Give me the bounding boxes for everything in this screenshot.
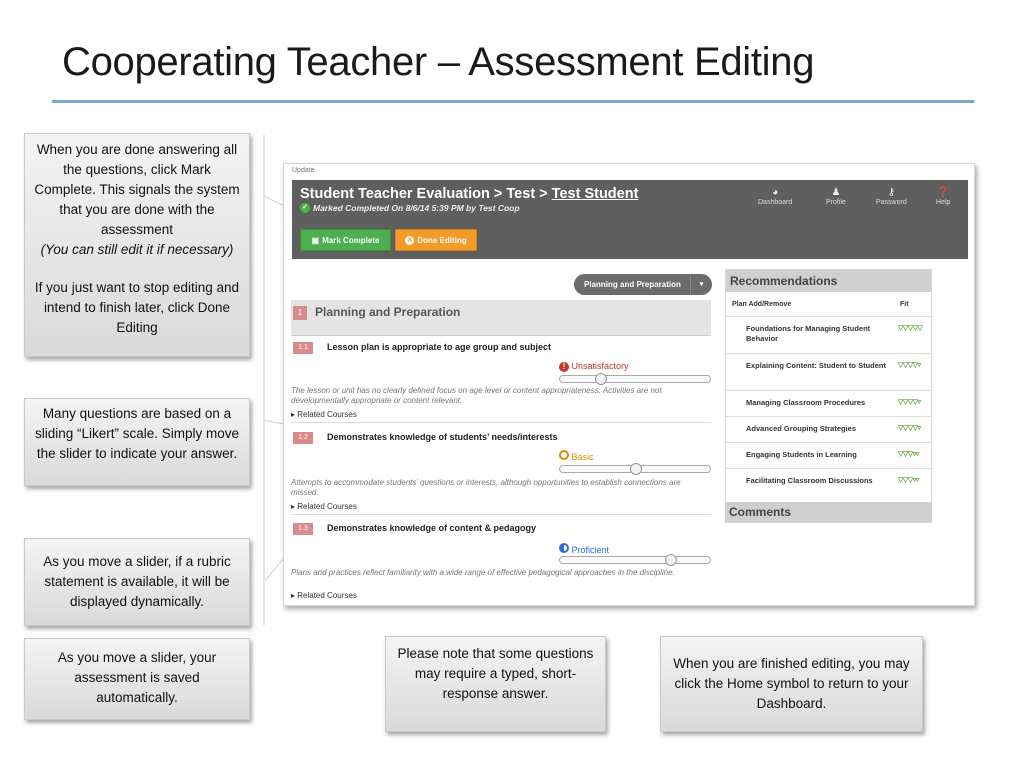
marked-complete-status <box>300 203 520 213</box>
fit-rating: ▽▽▽▽▽ <box>898 325 923 332</box>
triangle-right-icon: ▸ <box>291 502 296 511</box>
rubric-statement: Attempts to accommodate students’ questions or interests, although opportunities to establish connections are missed. <box>291 478 681 497</box>
fit-rating: ▽▽▽▿▿ <box>898 451 919 458</box>
recommendation-row[interactable] <box>726 417 931 443</box>
nav-profile[interactable] <box>826 186 846 206</box>
likert-slider[interactable] <box>559 375 711 383</box>
callout-home: When you are finished editing, you may click the Home symbol to return to your Dashboard. <box>660 636 923 732</box>
likert-slider[interactable] <box>559 556 711 564</box>
callout-autosave: As you move a slider, your assessment is saved automatically. <box>24 638 250 720</box>
recommendation-row[interactable] <box>726 443 931 469</box>
recommendation-row[interactable] <box>726 469 931 500</box>
nav-dashboard-label: Dashboard <box>758 199 793 206</box>
nav-password-label: Password <box>876 199 907 206</box>
update-label: Update <box>292 167 315 174</box>
app-screenshot <box>283 163 975 606</box>
evaluation-title <box>300 186 638 202</box>
callout-mark-complete-text: When you are done answering all the questions, click Mark Complete. This signals the system that you are done with the assessment <box>34 142 240 237</box>
question-text: Demonstrates knowledge of content & pedagogy <box>327 523 537 533</box>
rating-label <box>559 543 609 555</box>
triangle-right-icon: ▸ <box>291 591 296 600</box>
recommendation-row[interactable] <box>726 354 931 391</box>
comments-header[interactable]: Comments <box>725 502 932 522</box>
question-number: 1.2 <box>293 432 313 444</box>
section-title: Planning and Preparation <box>315 305 461 319</box>
recommendation-name: Managing Classroom Procedures <box>746 398 866 407</box>
fit-rating: ▽▽▽▽▿ <box>898 362 921 369</box>
fit-rating: ▽▽▽▿▿ <box>898 477 919 484</box>
slider-knob[interactable] <box>665 554 677 566</box>
slider-knob[interactable] <box>630 463 642 475</box>
student-link[interactable]: Test Student <box>551 186 639 202</box>
callout-short-response: Please note that some questions may require a typed, short-response answer. <box>385 636 606 732</box>
callout-divider <box>263 135 265 625</box>
help-icon: ❓ <box>936 187 950 198</box>
recommendation-name: Facilitating Classroom Discussions <box>746 476 873 485</box>
dashboard-icon: ◕ <box>772 187 779 198</box>
nav-help[interactable] <box>936 186 950 206</box>
rating-text: Basic <box>571 452 594 462</box>
section-header <box>291 300 711 336</box>
fit-rating: ▽▽▽▽▿ <box>898 425 921 432</box>
recommendations-panel <box>725 269 932 523</box>
callout-rubric: As you move a slider, if a rubric statement is available, it will be displayed dynamically. <box>24 538 250 626</box>
triangle-right-icon: ▸ <box>291 410 296 419</box>
marked-complete-text: Marked Completed On 8/6/14 5:39 PM by Test Coop <box>313 203 520 213</box>
question-text: Lesson plan is appropriate to age group and subject <box>327 342 552 352</box>
mark-complete-button[interactable] <box>300 229 391 251</box>
circle-icon <box>559 450 569 460</box>
callout-done-editing-text: If you just want to stop editing and intend to finish later, click Done Editing <box>34 280 240 335</box>
question-text: Demonstrates knowledge of students’ needs/interests <box>327 432 558 442</box>
rating-label <box>559 361 629 372</box>
related-courses-toggle[interactable] <box>291 502 357 511</box>
callout-mark-complete-note: (You can still edit it if necessary) <box>40 242 234 257</box>
nav-dashboard[interactable] <box>758 186 792 206</box>
close-circle-icon: ✕ <box>406 236 413 244</box>
recommendation-name: Foundations for Managing Student Behavior <box>746 324 871 343</box>
nav-help-label: Help <box>936 199 951 206</box>
slide-title: Cooperating Teacher – Assessment Editing <box>62 40 815 84</box>
question-item <box>291 432 711 514</box>
rubric-statement: Plans and practices reflect familiarity with a wide range of effective pedagogical approaches in the discipline. <box>291 568 675 577</box>
section-select[interactable] <box>574 274 712 295</box>
app-header <box>292 180 968 259</box>
half-circle-icon <box>559 543 569 553</box>
likert-slider[interactable] <box>559 465 711 473</box>
callout-mark-complete <box>24 133 250 357</box>
recommendation-name: Explaining Content: Student to Student <box>746 361 886 370</box>
rating-text: Unsatisfactory <box>571 361 629 371</box>
section-select-value: Planning and Preparation <box>584 280 681 289</box>
question-divider <box>291 422 711 423</box>
col-fit-header: Fit <box>900 301 909 308</box>
recommendation-row[interactable] <box>726 391 931 417</box>
mark-complete-label: Mark Complete <box>322 235 380 245</box>
question-number: 1.3 <box>293 523 313 535</box>
title-underline <box>52 100 974 103</box>
fit-rating: ▽▽▽▽▿ <box>898 399 921 406</box>
related-courses-toggle[interactable] <box>291 591 357 600</box>
rubric-statement: The lesson or unit has no clearly defined focus on age level or content appropriateness. Activities are not developmentally appropriate or content relevant. <box>291 386 662 405</box>
related-courses-toggle[interactable] <box>291 410 357 419</box>
recommendations-columns <box>726 292 931 317</box>
recommendations-title: Recommendations <box>726 270 931 292</box>
question-item <box>291 342 711 422</box>
section-number: 1 <box>293 306 307 320</box>
rating-label <box>559 450 594 462</box>
slider-knob[interactable] <box>595 373 607 385</box>
related-courses-label: Related Courses <box>297 591 357 600</box>
nav-password[interactable] <box>876 186 907 206</box>
callout-likert: Many questions are based on a sliding “Likert” scale. Simply move the slider to indicate your answer. <box>24 398 250 486</box>
done-editing-button[interactable] <box>395 229 477 251</box>
save-icon: ▣ <box>311 235 320 245</box>
chevron-down-icon: ▾ <box>690 274 712 295</box>
evaluation-breadcrumb: Student Teacher Evaluation > Test > <box>300 186 552 202</box>
recommendation-row[interactable] <box>726 317 931 354</box>
related-courses-label: Related Courses <box>297 410 357 419</box>
done-editing-label: Done Editing <box>417 235 467 245</box>
key-icon: ⚷ <box>887 187 896 198</box>
check-circle-icon: ✓ <box>300 203 310 213</box>
nav-profile-label: Profile <box>826 199 846 206</box>
alert-icon: ! <box>559 362 569 372</box>
rating-text: Proficient <box>571 545 610 555</box>
question-divider <box>291 514 711 515</box>
related-courses-label: Related Courses <box>297 502 357 511</box>
profile-icon: ♟ <box>831 187 841 198</box>
col-plan-header: Plan Add/Remove <box>732 301 792 308</box>
recommendation-name: Engaging Students in Learning <box>746 450 857 459</box>
question-item <box>291 523 711 603</box>
question-number: 1.1 <box>293 342 313 354</box>
recommendation-name: Advanced Grouping Strategies <box>746 424 857 433</box>
